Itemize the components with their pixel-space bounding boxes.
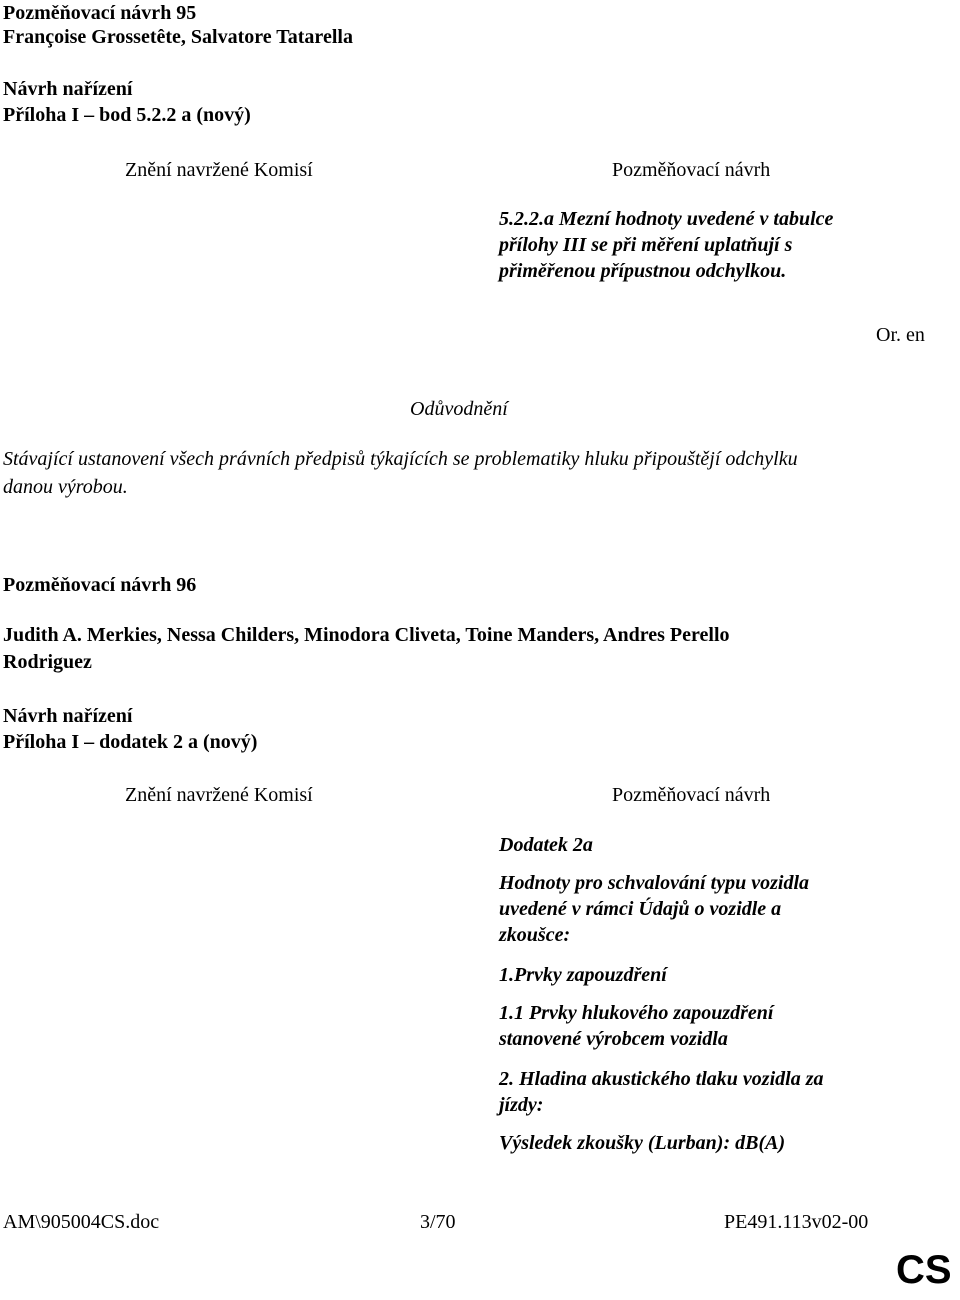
amendment-95-text [499,206,899,284]
appendix-title: Dodatek 2a [499,834,593,856]
appendix-item-2-line: 2. Hladina akustického tlaku vozidla za [499,1068,824,1090]
appendix-item-1-1-line: 1.1 Prvky hlukového zapouzdření [499,1002,774,1024]
appendix-paragraph [499,870,899,948]
appendix-item-1-1-line: stanovené výrobcem vozidla [499,1028,728,1050]
appendix-item-2-line: jízdy: [499,1094,544,1116]
amendment-95-proposal-label: Návrh nařízení [3,78,133,100]
appendix-result: Výsledek zkoušky (Lurban): dB(A) [499,1132,786,1154]
amendment-96-authors-line: Judith A. Merkies, Nessa Childers, Minodora Cliveta, Toine Manders, Andres Perello [3,624,730,646]
language-badge: CS [896,1248,952,1292]
amendment-96-title: Pozměňovací návrh 96 [3,574,197,596]
amendment-95-title: Pozměňovací návrh 95 [3,2,197,24]
amendment-95-authors: Françoise Grossetête, Salvatore Tatarella [3,26,353,48]
appendix-paragraph-line: uvedené v rámci Údajů o vozidle a [499,898,782,920]
amendment-95-col-right-heading: Pozměňovací návrh [612,159,771,181]
justification-text-line: Stávající ustanovení všech právních předpisů týkajících se problematiky hluku připouštějí odchylku [3,448,798,470]
amendment-95-text-line: 5.2.2.a Mezní hodnoty uvedené v tabulce [499,208,834,230]
justification-text-line: danou výrobou. [3,476,128,498]
footer-page-number: 3/70 [420,1211,456,1233]
appendix-item-1-1 [499,1000,899,1052]
amendment-95-col-left-heading: Znění navržené Komisí [125,159,313,181]
amendment-96-authors-line: Rodriguez [3,651,92,673]
amendment-96-col-right-heading: Pozměňovací návrh [612,784,771,806]
footer-doc-ref: AM\905004CS.doc [3,1211,160,1233]
amendment-95-text-line: přiměřenou přípustnou odchylkou. [499,260,787,282]
appendix-paragraph-line: zkoušce: [499,924,571,946]
footer-version: PE491.113v02-00 [724,1211,869,1233]
amendment-96-proposal-label: Návrh nařízení [3,705,133,727]
amendment-96-reference: Příloha I – dodatek 2 a (nový) [3,731,258,753]
original-language: Or. en [876,324,925,346]
appendix-item-1: 1.Prvky zapouzdření [499,964,667,986]
justification-heading: Odůvodnění [410,398,508,420]
amendment-95-reference: Příloha I – bod 5.2.2 a (nový) [3,104,251,126]
amendment-95-text-line: přílohy III se při měření uplatňují s [499,234,793,256]
amendment-96-col-left-heading: Znění navržené Komisí [125,784,313,806]
appendix-paragraph-line: Hodnoty pro schvalování typu vozidla [499,872,809,894]
appendix-item-2 [499,1066,899,1118]
